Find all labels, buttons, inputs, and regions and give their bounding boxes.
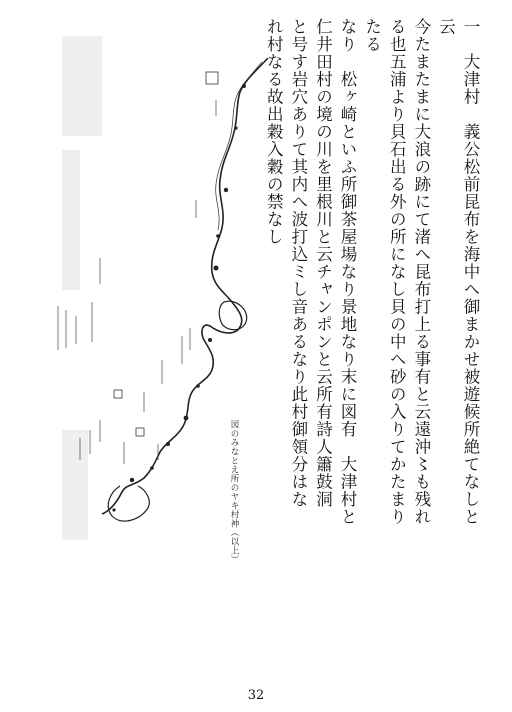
text-line: 一 大津村 義公松前昆布を海中へ御まかせ被遊候所絶てなしと云 xyxy=(436,18,480,526)
body-text xyxy=(264,18,482,538)
text-line: 今たまたまに大浪の跡にて渚へ昆布打上る事有と云遠沖〻も残れ xyxy=(411,18,431,526)
coastline-map-drawing xyxy=(40,40,280,560)
text-line: 仁井田村の境の川を里根川と云チャンポンと云所有詩人簫鼓洞 xyxy=(313,18,333,508)
text-line: る也五浦より貝石出る外の所になし貝の中へ砂の入りてかたまりたる xyxy=(362,18,407,526)
page-number: 32 xyxy=(247,688,265,703)
map-script-marks xyxy=(58,100,216,464)
coastline-map xyxy=(40,40,280,560)
coastline xyxy=(102,58,268,514)
text-line: なり 松ヶ崎といふ所御茶屋場なり景地なり末に図有 大津村と xyxy=(338,18,358,526)
text-line: と号す岩穴ありて其内へ波打込ミし音あるなり此村御領分はな xyxy=(288,18,308,508)
lagoon xyxy=(219,301,246,330)
text-line: れ村なる故出穀入穀の禁なし xyxy=(264,18,284,246)
rock-marks xyxy=(112,84,246,512)
map-caption: 図のみなとえ所のヤキ村神（以上） xyxy=(229,420,239,564)
